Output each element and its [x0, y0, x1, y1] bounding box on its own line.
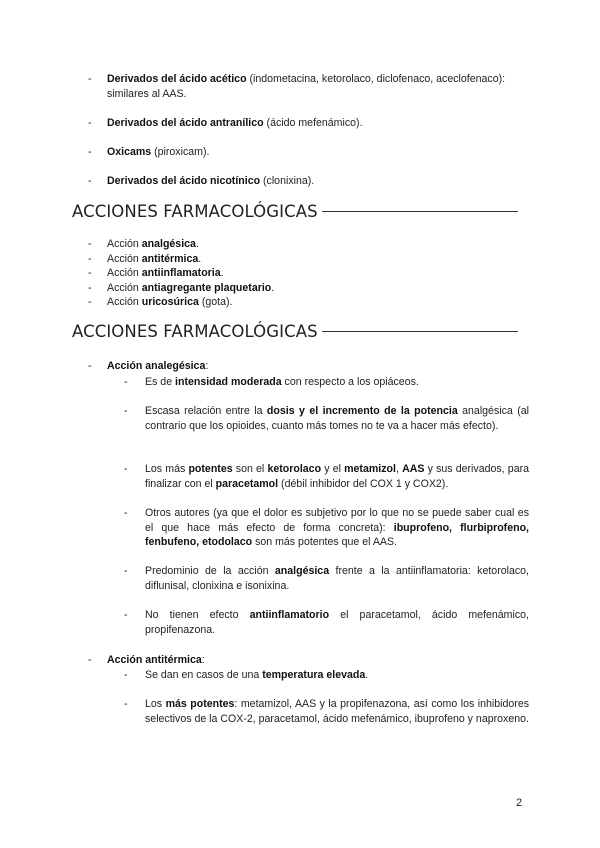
bullet-dash: -: [88, 360, 92, 372]
sub-list-item-text: Predominio de la acción analgésica frente a la antiinflamatoria: ketorolaco, diflunisal, clonixina e isonixina.: [145, 565, 530, 592]
subsection-title-text: Acción analegésica:: [107, 360, 209, 372]
bullet-dash: -: [124, 698, 128, 710]
bullet-dash: -: [88, 267, 92, 279]
bullet-dash: -: [124, 376, 128, 388]
bullet-dash: -: [88, 282, 92, 294]
sub-list-item-text: Escasa relación entre la dosis y el incremento de la potencia analgésica (al contrario que los opioides, cuanto más tomes no te va a hacer más efecto).: [145, 405, 529, 432]
heading-rule: [322, 331, 518, 332]
sub-list-item-text: Los más potentes son el ketorolaco y el metamizol, AAS y sus derivados, para finalizar con el paracetamol (débil inhibidor del COX 1 y COX2).: [145, 463, 530, 490]
list-item-text: Acción antiagregante plaquetario.: [107, 282, 275, 294]
page-number: 2: [516, 797, 523, 809]
list-item-text: Derivados del ácido nicotínico (clonixina).: [107, 175, 315, 187]
bullet-dash: -: [124, 669, 128, 681]
bullet-dash: -: [88, 296, 92, 308]
bullet-dash: -: [88, 117, 92, 129]
list-item-text: Acción uricosúrica (gota).: [107, 296, 233, 308]
bullet-dash: -: [124, 405, 128, 417]
sub-list-item-text: No tienen efecto antiinflamatorio el paracetamol, ácido mefenámico, propifenazona.: [145, 609, 529, 636]
sub-list-item-text: Los más potentes: metamizol, AAS y la propifenazona, así como los inhibidores selectivos de la COX-2, paracetamol, ácido mefenámico, ibuprofeno y naproxeno.: [145, 698, 530, 725]
bullet-dash: -: [124, 609, 128, 621]
bullet-dash: -: [88, 238, 92, 250]
section-heading: ACCIONES FARMACOLÓGICAS: [72, 202, 518, 221]
bullet-dash: -: [88, 73, 92, 85]
bullet-dash: -: [88, 654, 92, 666]
bullet-dash: -: [124, 565, 128, 577]
list-item-text: Acción antitérmica.: [107, 253, 202, 265]
list-item-text: Oxicams (piroxicam).: [107, 146, 210, 158]
bullet-dash: -: [88, 253, 92, 265]
sub-list-item-text: Es de intensidad moderada con respecto a los opiáceos.: [145, 376, 419, 388]
bullet-dash: -: [124, 463, 128, 475]
sub-list-item-text: Se dan en casos de una temperatura elevada.: [145, 669, 369, 681]
heading-rule: [322, 211, 518, 212]
sub-list-item-text: Otros autores (ya que el dolor es subjetivo por lo que no se puede saber cual es el que hace más efecto de forma concreta): ibuprofeno, flurbiprofeno, fenbufeno, etodolaco son más potentes que el AAS.: [145, 507, 529, 549]
list-item-text: Derivados del ácido antranílico (ácido mefenámico).: [107, 117, 363, 129]
list-item-text: Acción antiinflamatoria.: [107, 267, 224, 279]
list-item-text: Derivados del ácido acético (indometacina, ketorolaco, diclofenaco, aceclofenaco): similares al AAS.: [107, 73, 506, 100]
bullet-dash: -: [124, 507, 128, 519]
section-heading: ACCIONES FARMACOLÓGICAS: [72, 322, 518, 341]
list-item-text: Acción analgésica.: [107, 238, 199, 250]
bullet-dash: -: [88, 146, 92, 158]
bullet-dash: -: [88, 175, 92, 187]
subsection-title-text: Acción antitérmica:: [107, 654, 205, 666]
